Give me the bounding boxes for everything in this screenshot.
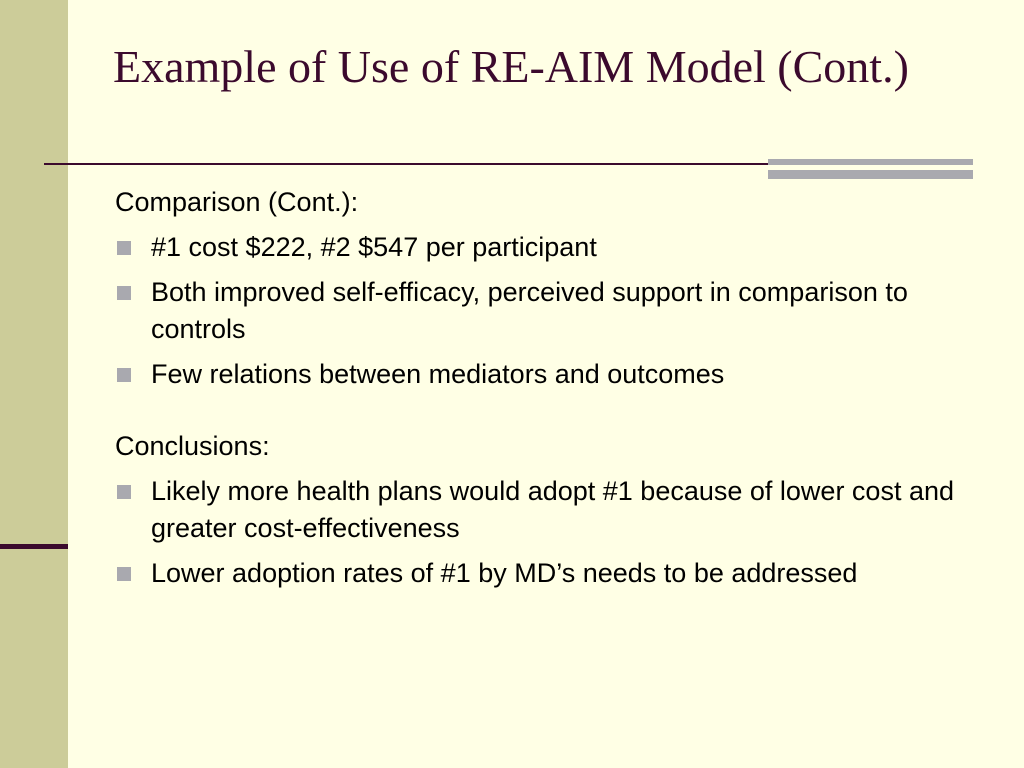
bullet-item [113,274,973,348]
bullet-text: Few relations between mediators and outcomes [151,359,725,389]
bullet-text: Lower adoption rates of #1 by MD’s needs to be addressed [151,558,858,588]
bullet-item [113,356,973,393]
section-conclusions [113,428,973,592]
square-bullet-icon [117,286,131,300]
square-bullet-icon [117,241,131,255]
bullet-list [113,229,973,393]
bullet-text: Both improved self-efficacy, perceived support in comparison to controls [151,277,908,344]
title-divider-band-top [768,159,973,165]
bullet-item [113,555,973,592]
square-bullet-icon [117,485,131,499]
section-heading: Conclusions: [115,431,270,461]
square-bullet-icon [117,567,131,581]
bullet-item [113,229,973,266]
bullet-text: #1 cost $222, #2 $547 per participant [151,232,597,262]
bullet-list [113,473,973,592]
section-spacer [113,393,973,428]
slide-title: Example of Use of RE-AIM Model (Cont.) [113,41,909,92]
slide-body [113,184,973,592]
title-divider-line [44,163,768,165]
left-decorative-bar [0,0,68,768]
bullet-text: Likely more health plans would adopt #1 because of lower cost and greater cost-effectiveness [151,476,954,543]
title-divider-band-bottom [768,170,973,179]
section-heading: Comparison (Cont.): [115,187,359,217]
section-comparison [113,184,973,393]
bullet-item [113,473,973,547]
left-bar-accent-line [0,544,68,549]
square-bullet-icon [117,368,131,382]
